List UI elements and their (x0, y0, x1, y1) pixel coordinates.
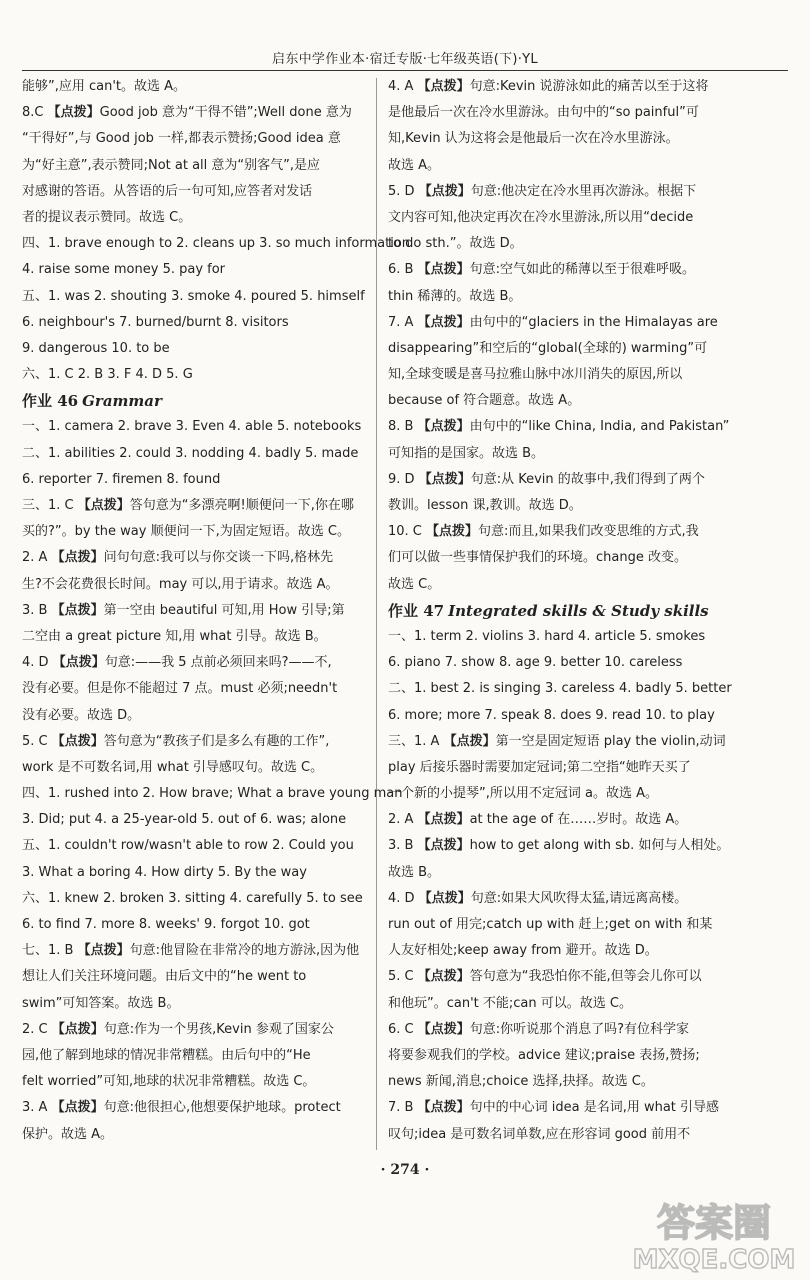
answer-line (388, 1043, 786, 1069)
answer-line (22, 598, 367, 624)
running-header: 启东中学作业本·宿迁专版·七年级英语(下)·YL (272, 52, 538, 67)
answer-text: Good job 意为“干得不错”;Well done 意为 (99, 105, 352, 121)
hint-label: 【点拨】 (51, 1021, 104, 1037)
answer-line (22, 755, 367, 781)
answer-text: disappearing”和空后的“global(全球的) warming”可 (388, 340, 708, 356)
hint-label: 【点拨】 (426, 524, 479, 540)
answer-line (22, 284, 367, 310)
answer-text: 六、1. C 2. B 3. F 4. D 5. G (22, 367, 193, 383)
answer-text: 由句中的“like China, India, and Pakistan” (469, 419, 730, 435)
answer-line (388, 912, 786, 938)
answer-line (388, 362, 786, 388)
answer-text: 知,Kevin 认为这将会是他最后一次在冷水里游泳。 (388, 131, 679, 147)
answer-text: 教训。lesson 课,教训。故选 D。 (388, 498, 582, 513)
answer-text: 6. reporter 7. firemen 8. found (22, 471, 221, 487)
answer-line (388, 991, 786, 1017)
answer-line (388, 755, 786, 781)
answer-line (388, 781, 786, 807)
answer-line (22, 676, 367, 702)
hint-label: 【点拨】 (51, 550, 104, 566)
answer-line (22, 1069, 367, 1095)
watermark-domain: MXQE.COM (632, 1245, 796, 1275)
answer-text: work 是不可数名词,用 what 引导感叹句。故选 C。 (22, 759, 324, 775)
hint-label: 【点拨】 (52, 655, 105, 671)
answer-text: 二、1. best 2. is singing 3. careless 4. badly 5. better (388, 681, 732, 697)
hint-label: 【点拨】 (417, 1021, 470, 1037)
answer-text: “干得好”,与 Good job 一样,都表示赞扬;Good idea 意 (22, 131, 341, 147)
answer-line (22, 545, 367, 571)
answer-text: 3. Did; put 4. a 25-year-old 5. out of 6. was; alone (22, 812, 347, 828)
answer-text: 故选 A。 (388, 157, 441, 173)
answer-text: 一、1. term 2. violins 3. hard 4. article 5. smokes (388, 628, 706, 644)
answer-line (388, 1069, 786, 1095)
answer-text: 4. D (22, 655, 53, 671)
hint-label: 【点拨】 (417, 314, 470, 330)
answer-text: 可知指的是国家。故选 B。 (388, 445, 545, 461)
answer-text: 叹句;idea 是可数名词单数,应在形容词 good 前用不 (388, 1126, 691, 1142)
answer-line (388, 703, 786, 729)
section-heading-title: Integrated skills & Study skills (448, 601, 709, 620)
answer-line (22, 493, 367, 519)
answer-line (388, 807, 786, 833)
answer-line (388, 964, 786, 990)
answer-text: 二、1. abilities 2. could 3. nodding 4. badly 5. made (22, 445, 359, 461)
answer-line (388, 257, 786, 283)
answer-text: 知,全球变暖是喜马拉雅山脉中冰川消失的原因,所以 (388, 367, 683, 383)
answer-line (22, 257, 367, 283)
answer-line (388, 886, 786, 912)
answer-text: 答句意为“教孩子们是多么有趣的工作”, (103, 733, 330, 749)
hint-label: 【点拨】 (417, 838, 470, 854)
answer-line (22, 441, 367, 467)
right-column (388, 74, 786, 1148)
answer-line (388, 284, 786, 310)
answer-text: 句意:而且,如果我们改变思维的方式,我 (478, 524, 699, 540)
answer-line (388, 179, 786, 205)
answer-line (388, 650, 786, 676)
answer-line (22, 74, 367, 100)
hint-label: 【点拨】 (418, 890, 471, 906)
answer-text: 者的提议表示赞同。故选 C。 (22, 209, 192, 225)
answer-text: 2. A (388, 812, 418, 828)
answer-line (22, 100, 367, 126)
answer-line (388, 441, 786, 467)
answer-line (22, 807, 367, 833)
answer-text: 句意:你听说那个消息了吗?有位科学家 (469, 1021, 690, 1037)
answer-text: 3. B (388, 838, 418, 854)
answer-line (388, 310, 786, 336)
hint-label: 【点拨】 (443, 733, 496, 749)
answer-line (22, 179, 367, 205)
answer-line (388, 467, 786, 493)
answer-text: how to get along with sb. 如何与人相处。 (469, 838, 730, 854)
answer-text: 第一空由 beautiful 可知,用 How 引导;第 (103, 602, 345, 618)
answer-line (388, 205, 786, 231)
answer-text: 第一空是固定短语 play the violin,动词 (495, 733, 726, 749)
answer-text: 四、1. brave enough to 2. cleans up 3. so much information (22, 236, 411, 252)
hint-label: 【点拨】 (47, 105, 100, 121)
answer-line (388, 572, 786, 598)
answer-text: 3. B (22, 602, 52, 618)
answer-text: 能够”,应用 can't。故选 A。 (22, 79, 187, 94)
answer-text: 园,他了解到地球的情况非常糟糕。由后句中的“He (22, 1047, 311, 1063)
answer-line (22, 703, 367, 729)
answer-text: 句意:从 Kevin 的故事中,我们得到了两个 (470, 471, 705, 487)
answer-line (22, 126, 367, 152)
answer-text: 句意:他冒险在非常冷的地方游泳,因为他 (129, 943, 360, 959)
answer-text: 句中的中心词 idea 是名词,用 what 引导感 (469, 1100, 720, 1116)
answer-text: 想让人们关注环境问题。由后文中的“he went to (22, 969, 307, 985)
answer-text: 6. B (388, 262, 418, 278)
answer-line (388, 414, 786, 440)
answer-text: 2. C (22, 1021, 52, 1037)
answer-line (22, 860, 367, 886)
hint-label: 【点拨】 (418, 183, 471, 199)
answer-text: 答句意为“多漂亮啊!顺便问一下,你在哪 (129, 498, 354, 513)
answer-text: 8. B (388, 419, 418, 435)
answer-text: 6. C (388, 1021, 418, 1037)
answer-line (388, 519, 786, 545)
answer-text: 9. D (388, 471, 419, 487)
hint-label: 【点拨】 (51, 733, 104, 749)
hint-label: 【点拨】 (417, 969, 470, 985)
answer-text: 将要参观我们的学校。advice 建议;praise 表扬,赞扬; (388, 1047, 700, 1063)
answer-line (388, 1122, 786, 1148)
answer-text: 保护。故选 A。 (22, 1126, 114, 1142)
answer-line (22, 624, 367, 650)
answer-text: 5. C (388, 969, 418, 985)
answer-line (388, 231, 786, 257)
answer-line (388, 676, 786, 702)
header-rule (22, 70, 788, 71)
answer-text: 句意:他很担心,他想要保护地球。protect (103, 1100, 341, 1116)
answer-text: 2. A (22, 550, 52, 566)
hint-label: 【点拨】 (417, 419, 470, 435)
answer-line (388, 938, 786, 964)
answer-text: 7. A (388, 314, 418, 330)
answer-line (22, 650, 367, 676)
answer-text: 们可以做一些事情保护我们的环境。change 改变。 (388, 550, 687, 566)
section-heading (22, 388, 367, 414)
watermark-logo (628, 1196, 800, 1276)
answer-line (22, 938, 367, 964)
answer-line (22, 729, 367, 755)
answer-text: 6. to find 7. more 8. weeks' 9. forgot 10. got (22, 917, 310, 932)
answer-line (22, 205, 367, 231)
answer-line (22, 310, 367, 336)
answer-text: 10. C (388, 524, 427, 540)
hint-label: 【点拨】 (417, 79, 470, 94)
answer-text: 3. A (22, 1100, 52, 1116)
answer-text: 8.C (22, 105, 48, 121)
answer-line (388, 833, 786, 859)
answer-text: 3. What a boring 4. How dirty 5. By the way (22, 864, 307, 880)
hint-label: 【点拨】 (77, 943, 130, 959)
answer-line (388, 100, 786, 126)
answer-line (22, 153, 367, 179)
answer-line (22, 1017, 367, 1043)
hint-label: 【点拨】 (418, 471, 471, 487)
answer-text: 五、1. couldn't row/wasn't able to row 2. Could you (22, 838, 354, 854)
answer-line (388, 126, 786, 152)
answer-text: swim”可知答案。故选 B。 (22, 995, 180, 1011)
section-heading-title: Grammar (82, 392, 162, 411)
answer-line (388, 493, 786, 519)
answer-text: 4. A (388, 79, 418, 94)
answer-text: 7. B (388, 1100, 418, 1116)
hint-label: 【点拨】 (417, 812, 470, 828)
answer-text: 故选 C。 (388, 576, 441, 592)
answer-line (22, 833, 367, 859)
answer-line (22, 912, 367, 938)
answer-text: 一、1. camera 2. brave 3. Even 4. able 5. notebooks (22, 419, 362, 435)
answer-line (22, 1095, 367, 1121)
answer-line (22, 1122, 367, 1148)
answer-line (22, 362, 367, 388)
answer-text: 是他最后一次在冷水里游泳。由句中的“so painful”可 (388, 105, 699, 121)
answer-text: 七、1. B (22, 943, 78, 959)
answer-line (388, 545, 786, 571)
answer-text: 4. raise some money 5. pay for (22, 262, 226, 278)
answer-line (22, 467, 367, 493)
answer-text: 句意:作为一个男孩,Kevin 参观了国家公 (103, 1021, 334, 1037)
answer-text: 由句中的“glaciers in the Himalayas are (469, 314, 718, 330)
watermark-glyphs: 答案圈 (656, 1201, 772, 1245)
answer-text: 文内容可知,他决定再次在冷水里游泳,所以用“decide (388, 209, 694, 225)
answer-line (388, 74, 786, 100)
answer-line (22, 781, 403, 807)
answer-text: 句意:他决定在冷水里再次游泳。根据下 (470, 183, 697, 199)
answer-line (22, 991, 367, 1017)
answer-text: 问句句意:我可以与你交谈一下吗,格林先 (103, 550, 334, 566)
answer-text: 为“好主意”,表示赞同;Not at all 意为“别客气”,是应 (22, 157, 321, 173)
answer-text: play 后接乐器时需要加定冠词;第二空指“她昨天买了 (388, 759, 691, 775)
answer-text: 和他玩”。can't 不能;can 可以。故选 C。 (388, 995, 632, 1011)
answer-line (22, 231, 411, 257)
answer-text: 4. D (388, 890, 419, 906)
answer-line (388, 336, 786, 362)
answer-text: 没有必要。故选 D。 (22, 707, 141, 723)
answer-text: 六、1. knew 2. broken 3. sitting 4. carefully 5. to see (22, 890, 363, 906)
answer-text: 对感谢的答语。从答语的后一句可知,应答者对发话 (22, 183, 313, 199)
page-number: · 274 · (380, 1162, 430, 1178)
hint-label: 【点拨】 (51, 602, 104, 618)
hint-label: 【点拨】 (417, 1100, 470, 1116)
answer-text: 6. neighbour's 7. burned/burnt 8. visitors (22, 314, 289, 330)
answer-text: at the age of 在……岁时。故选 A。 (469, 812, 688, 828)
answer-text: 三、1. C (22, 498, 78, 513)
answer-text: 生?不会花费很长时间。may 可以,用于请求。故选 A。 (22, 576, 339, 592)
answer-line (388, 1095, 786, 1121)
answer-line (388, 729, 786, 755)
hint-label: 【点拨】 (51, 1100, 104, 1116)
answer-text: 人友好相处;keep away from 避开。故选 D。 (388, 943, 658, 959)
answer-line (22, 414, 367, 440)
answer-text: 句意:——我 5 点前必须回来吗?——不, (104, 655, 332, 671)
answer-line (22, 964, 367, 990)
section-heading (388, 598, 786, 624)
answer-text: felt worried”可知,地球的状况非常糟糕。故选 C。 (22, 1074, 316, 1090)
answer-text: because of 符合题意。故选 A。 (388, 393, 581, 409)
answer-text: 买的?”。by the way 顺便问一下,为固定短语。故选 C。 (22, 524, 350, 540)
section-heading-number: 作业 46 (22, 392, 79, 411)
answer-text: 没有必要。但是你不能超过 7 点。must 必须;needn't (22, 681, 338, 697)
answer-line (388, 153, 786, 179)
answer-text: 5. C (22, 733, 52, 749)
answer-line (22, 519, 367, 545)
hint-label: 【点拨】 (417, 262, 470, 278)
answer-line (388, 624, 786, 650)
answer-text: 二空由 a great picture 知,用 what 引导。故选 B。 (22, 628, 327, 644)
answer-text: 6. more; more 7. speak 8. does 9. read 10. to play (388, 707, 715, 723)
answer-line (22, 336, 367, 362)
answer-text: 句意:空气如此的稀薄以至于很难呼吸。 (469, 262, 695, 278)
answer-text: 三、1. A (388, 733, 444, 749)
answer-text: 故选 B。 (388, 864, 441, 880)
answer-text: 9. dangerous 10. to be (22, 340, 170, 356)
answer-text: thin 稀薄的。故选 B。 (388, 288, 522, 304)
answer-text: 5. D (388, 183, 419, 199)
answer-line (388, 1017, 786, 1043)
hint-label: 【点拨】 (77, 498, 130, 513)
answer-line (22, 572, 367, 598)
answer-line (388, 388, 786, 414)
section-heading-number: 作业 47 (388, 601, 445, 620)
answer-text: 五、1. was 2. shouting 3. smoke 4. poured 5. himself (22, 288, 365, 304)
answer-text: 句意:如果大风吹得太猛,请远离高楼。 (470, 890, 688, 906)
answer-text: 句意:Kevin 说游泳如此的痛苦以至于这将 (469, 79, 709, 94)
answer-text: 答句意为“我恐怕你不能,但等会儿你可以 (469, 969, 702, 985)
answer-text: 6. piano 7. show 8. age 9. better 10. careless (388, 655, 683, 671)
answer-text: 四、1. rushed into 2. How brave; What a brave young man (22, 786, 403, 802)
answer-line (388, 860, 786, 886)
answer-text: run out of 用完;catch up with 赶上;get on with 和某 (388, 917, 713, 932)
answer-text: news 新闻,消息;choice 选择,抉择。故选 C。 (388, 1074, 654, 1090)
answer-line (22, 1043, 367, 1069)
answer-text: 一个新的小提琴”,所以用不定冠词 a。故选 A。 (388, 786, 658, 802)
answer-text: to do sth.”。故选 D。 (388, 236, 523, 252)
answer-line (22, 886, 367, 912)
